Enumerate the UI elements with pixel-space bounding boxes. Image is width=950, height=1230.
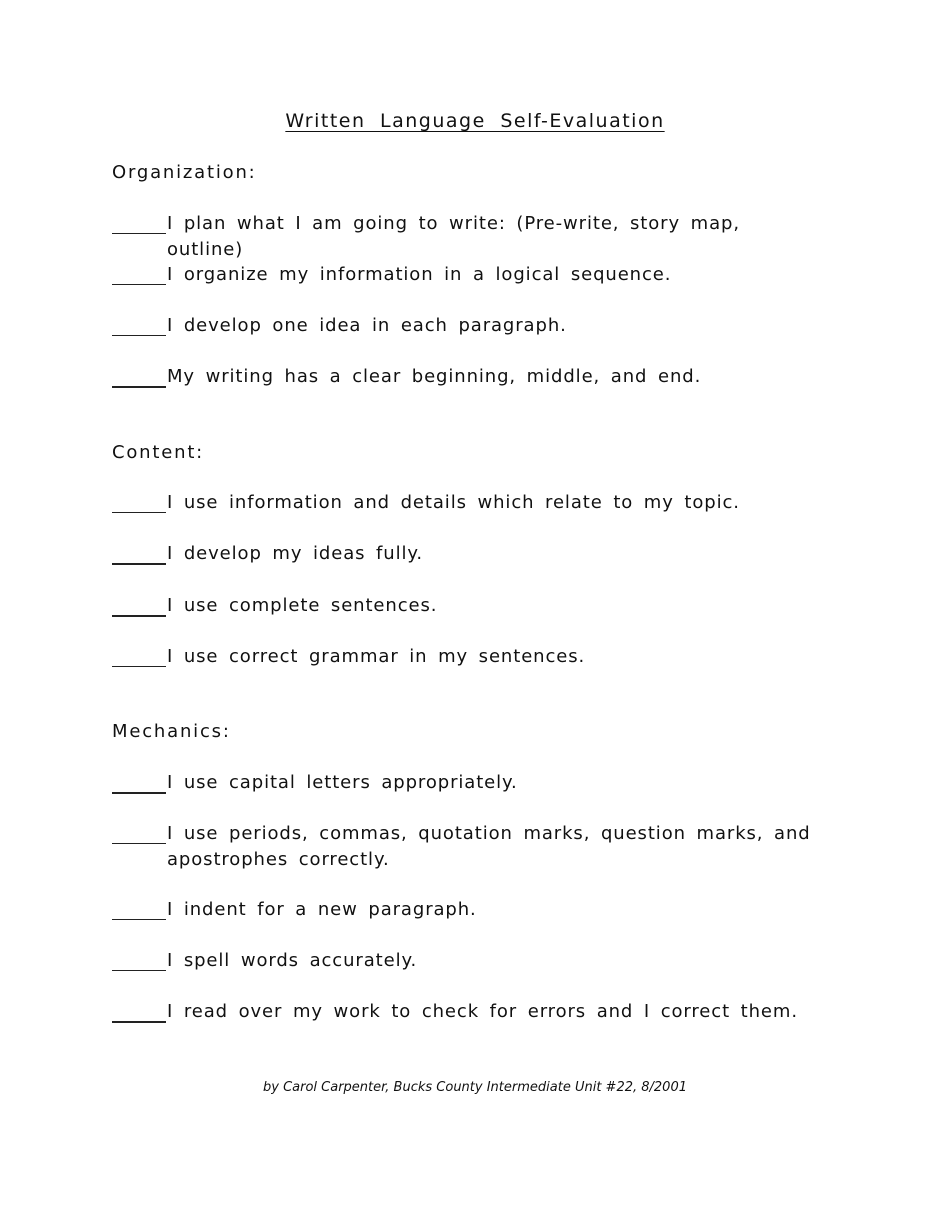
checklist-item-text: I use periods, commas, quotation marks, question marks, and apostrophes correctly.: [167, 823, 811, 870]
checklist-item-text: I develop my ideas fully.: [167, 543, 424, 564]
checklist-item-text: I use capital letters appropriately.: [167, 772, 518, 793]
checklist-item-text: I plan what I am going to write: (Pre-write, story map, outline): [167, 213, 740, 260]
checklist-item-text: I spell words accurately.: [167, 950, 418, 971]
rating-blank[interactable]: [112, 843, 166, 844]
checklist-item: [112, 821, 812, 873]
checklist-item: [112, 770, 812, 796]
checklist-item: [112, 541, 812, 567]
rating-blank[interactable]: [112, 919, 166, 920]
checklist-item: [112, 211, 812, 263]
rating-blank[interactable]: [112, 335, 166, 336]
rating-blank[interactable]: [112, 284, 166, 285]
checklist-item-text: I use information and details which relate to my topic.: [167, 492, 740, 513]
checklist-item: [112, 593, 812, 619]
checklist-item: [112, 364, 812, 390]
rating-blank[interactable]: [112, 970, 166, 971]
checklist-item: [112, 490, 812, 516]
checklist-item: [112, 262, 812, 288]
checklist-item-text: I organize my information in a logical sequence.: [167, 264, 672, 285]
section-heading-mechanics: Mechanics:: [112, 721, 231, 742]
checklist-item: [112, 948, 812, 974]
rating-blank[interactable]: [112, 792, 166, 794]
checklist-item-text: My writing has a clear beginning, middle, and end.: [167, 366, 702, 387]
footer-credit: by Carol Carpenter, Bucks County Intermediate Unit #22, 8/2001: [263, 1080, 687, 1095]
checklist-item: [112, 999, 812, 1025]
checklist-item-text: I read over my work to check for errors and I correct them.: [167, 1001, 798, 1022]
page-title: [0, 110, 950, 132]
section-heading-content: Content:: [112, 442, 205, 463]
rating-blank[interactable]: [112, 563, 166, 565]
rating-blank[interactable]: [112, 1021, 166, 1023]
checklist-item-text: I indent for a new paragraph.: [167, 899, 477, 920]
rating-blank[interactable]: [112, 233, 166, 234]
rating-blank[interactable]: [112, 386, 166, 388]
checklist-item-text: I develop one idea in each paragraph.: [167, 315, 567, 336]
rating-blank[interactable]: [112, 666, 166, 667]
rating-blank[interactable]: [112, 512, 166, 513]
rating-blank[interactable]: [112, 615, 166, 617]
checklist-item: [112, 897, 812, 923]
checklist-item-text: I use correct grammar in my sentences.: [167, 646, 586, 667]
section-heading-organization: Organization:: [112, 162, 257, 183]
checklist-item-text: I use complete sentences.: [167, 595, 438, 616]
title-text: Written Language Self-Evaluation: [285, 110, 665, 132]
checklist-item: [112, 313, 812, 339]
checklist-item: [112, 644, 812, 670]
